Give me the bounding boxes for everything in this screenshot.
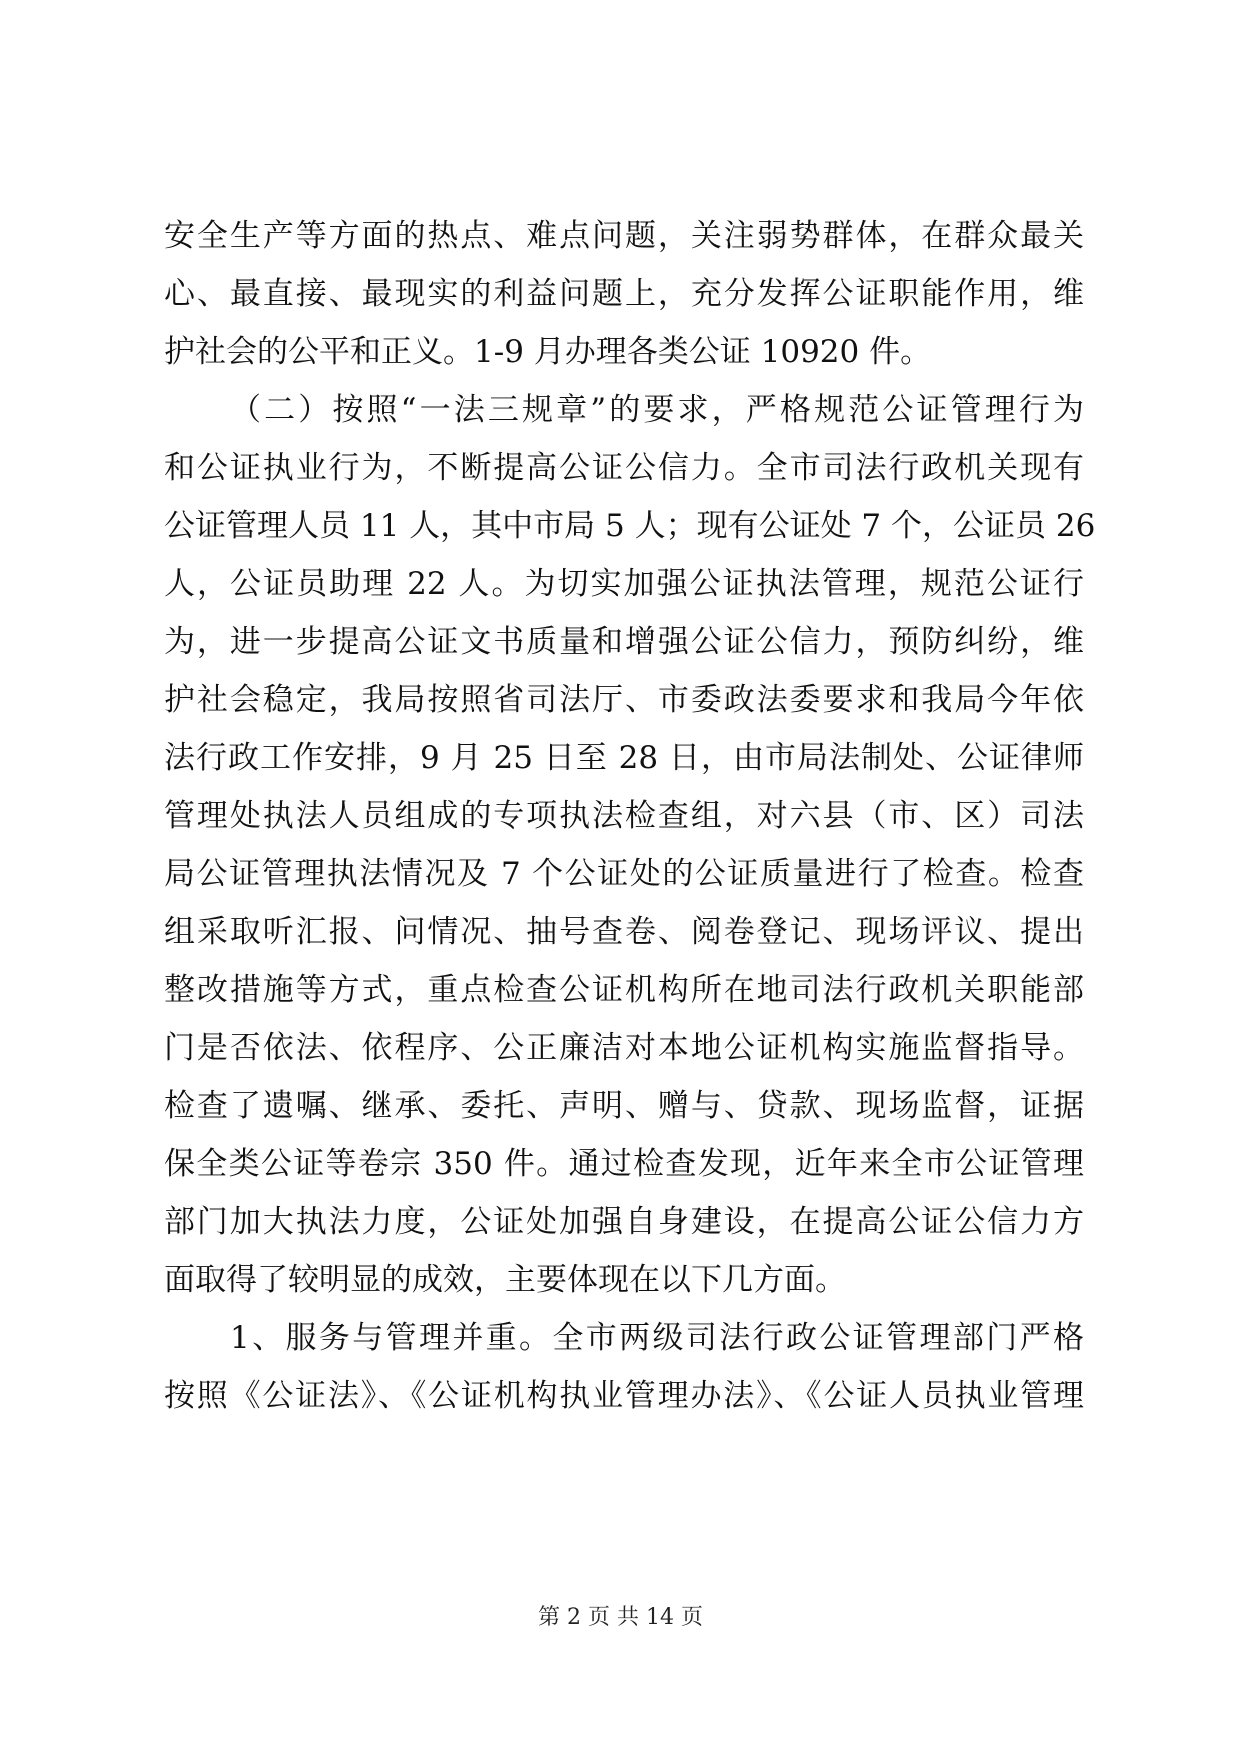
text-line-8: 为，进一步提高公证文书质量和增强公证公信力，预防纠纷，维 xyxy=(164,624,1084,660)
text-line-18: 部门加大执法力度，公证处加强自身建设，在提高公证公信力方 xyxy=(164,1204,1084,1240)
text-line-19: 面取得了较明显的成效，主要体现在以下几方面。 xyxy=(164,1262,846,1298)
text-line-11: 管理处执法人员组成的专项执法检查组，对六县（市、区）司法 xyxy=(164,798,1084,834)
text-line-21: 按照《公证法》、《公证机构执业管理办法》、《公证人员执业管理 xyxy=(164,1378,1084,1414)
text-line-7: 人，公证员助理 22 人。为切实加强公证执法管理，规范公证行 xyxy=(164,566,1084,602)
text-line-10: 法行政工作安排，9 月 25 日至 28 日，由市局法制处、公证律师 xyxy=(164,740,1084,776)
page-number-footer: 第 2 页 共 14 页 xyxy=(538,1605,703,1630)
text-line-1: 安全生产等方面的热点、难点问题，关注弱势群体，在群众最关 xyxy=(164,218,1084,254)
text-line-2: 心、最直接、最现实的利益问题上，充分发挥公证职能作用，维 xyxy=(164,276,1084,312)
text-line-14: 整改措施等方式，重点检查公证机构所在地司法行政机关职能部 xyxy=(164,972,1084,1008)
text-line-12: 局公证管理执法情况及 7 个公证处的公证质量进行了检查。检查 xyxy=(164,856,1084,892)
text-line-17: 保全类公证等卷宗 350 件。通过检查发现，近年来全市公证管理 xyxy=(164,1146,1084,1182)
text-line-13: 组采取听汇报、问情况、抽号查卷、阅卷登记、现场评议、提出 xyxy=(164,914,1084,950)
text-line-9: 护社会稳定，我局按照省司法厅、市委政法委要求和我局今年依 xyxy=(164,682,1084,718)
section-heading-line: （二）按照“一法三规章”的要求，严格规范公证管理行为 xyxy=(230,392,1084,428)
text-line-16: 检查了遗嘱、继承、委托、声明、赠与、贷款、现场监督，证据 xyxy=(164,1088,1084,1124)
text-line-5: 和公证执业行为，不断提高公证公信力。全市司法行政机关现有 xyxy=(164,450,1084,486)
text-line-3: 护社会的公平和正义。1-9 月办理各类公证 10920 件。 xyxy=(164,334,932,370)
numbered-item-line: 1、服务与管理并重。全市两级司法行政公证管理部门严格 xyxy=(230,1320,1084,1356)
text-line-15: 门是否依法、依程序、公正廉洁对本地公证机构实施监督指导。 xyxy=(164,1030,1084,1066)
text-line-6: 公证管理人员 11 人，其中市局 5 人；现有公证处 7 个，公证员 26 xyxy=(164,508,1096,544)
